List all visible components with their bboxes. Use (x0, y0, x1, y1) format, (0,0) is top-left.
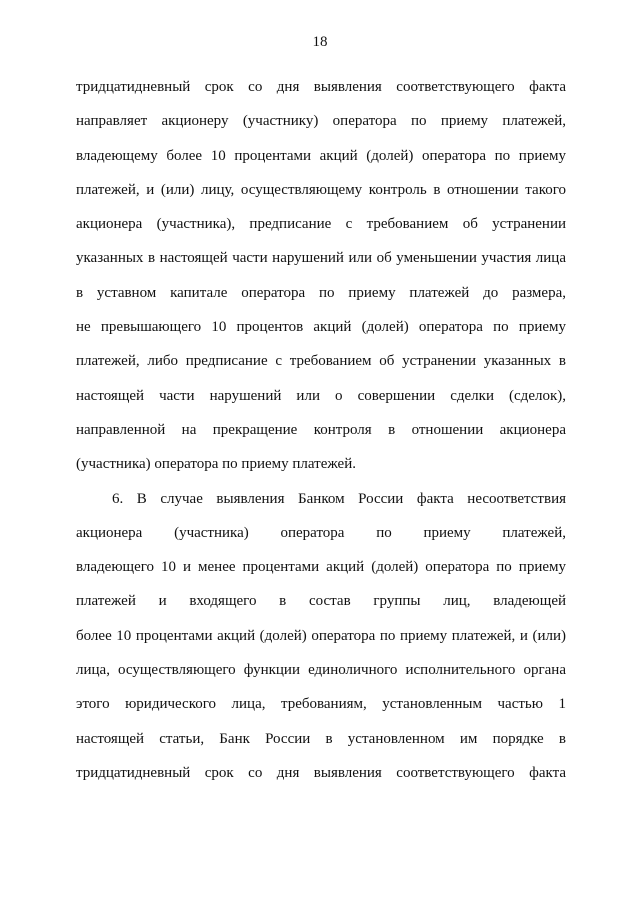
text-line: акционера (участника) оператора по приему платежей, (76, 524, 566, 541)
text-line: платежей, либо предписание с требованием об устранении указанных в (76, 353, 566, 370)
paragraph-1 (76, 70, 566, 482)
text-line: (участника) оператора по приему платежей. (76, 456, 356, 473)
text-line: не превышающего 10 процентов акций (долей) оператора по приему (76, 319, 566, 336)
text-line: направляет акционеру (участнику) оператора по приему платежей, (76, 113, 566, 130)
text-line: настоящей части нарушений или о совершении сделки (сделок), (76, 387, 566, 404)
text-line: более 10 процентами акций (долей) оператора по приему платежей, и (или) (76, 627, 566, 644)
page-number: 18 (312, 34, 328, 50)
text-line: этого юридического лица, требованиям, установленным частью 1 (76, 696, 566, 713)
text-line: владеющего 10 и менее процентами акций (долей) оператора по приему (76, 559, 566, 576)
text-line: настоящей статьи, Банк России в установленном им порядке в (76, 730, 566, 747)
text-line: акционера (участника), предписание с требованием об устранении (76, 216, 566, 233)
paragraph-2 (76, 482, 566, 791)
text-line: тридцатидневный срок со дня выявления соответствующего факта (76, 764, 566, 781)
text-line: указанных в настоящей части нарушений или об уменьшении участия лица (76, 250, 566, 267)
text-line: платежей, и (или) лицу, осуществляющему контроль в отношении такого (76, 181, 566, 198)
text-line: лица, осуществляющего функции единоличного исполнительного органа (76, 662, 566, 679)
text-line: тридцатидневный срок со дня выявления соответствующего факта (76, 79, 566, 95)
text-line: платежей и входящего в состав группы лиц, владеющей (76, 593, 566, 610)
text-line: в уставном капитале оператора по приему платежей до размера, (76, 284, 566, 301)
text-line: 6. В случае выявления Банком России факта несоответствия (112, 490, 566, 507)
text-line: направленной на прекращение контроля в отношении акционера (76, 421, 566, 438)
body-text (76, 70, 566, 790)
text-line: владеющему более 10 процентами акций (долей) оператора по приему (76, 147, 566, 164)
